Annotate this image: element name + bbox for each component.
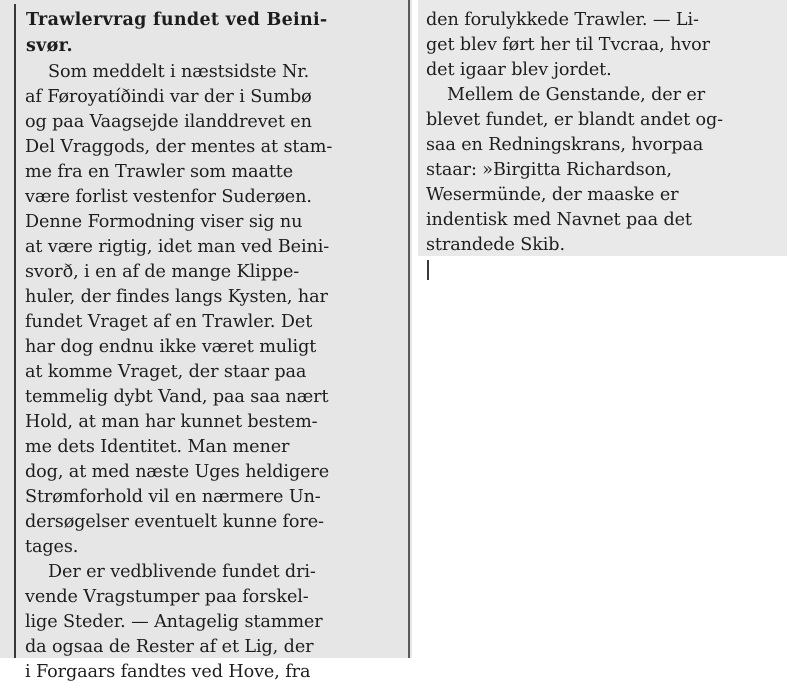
headline-line [26,36,73,57]
left-column-rule [14,4,16,658]
body-line: at komme Vraget, der staar paa [25,362,307,382]
headline-line [26,10,390,31]
body-line: være forlist vestenfor Suderøen. [25,187,312,207]
body-line: svorð, i en af de mange Klippe- [25,262,300,282]
body-line: den forulykkede Trawler. — Li- [426,10,699,30]
body-line: me fra en Trawler som maatte [25,162,294,182]
body-line: dog, at med næste Uges heldigere [25,462,330,482]
body-line: staar: »Birgitta Richardson, [426,160,672,180]
body-line: Wesermünde, der maaske er [426,185,679,205]
body-line: me dets Identitet. Man mener [25,437,290,457]
column-divider-rule [408,0,410,658]
body-line: af Føroyatíðindi var der i Sumbø [25,87,312,107]
stray-print-mark [427,260,429,280]
body-line: temmelig dybt Vand, paa saa nært [25,387,329,407]
body-line: da ogsaa de Rester af et Lig, der [25,637,314,657]
body-line: det igaar blev jordet. [426,60,612,80]
body-line: get blev ført her til Tvcraa, hvor [426,35,710,55]
body-line: at være rigtig, idet man ved Beini- [25,237,330,257]
body-line: dersøgelser eventuelt kunne fore- [25,512,324,532]
body-line: og paa Vaagsejde ilanddrevet en [25,112,312,132]
body-line: Del Vraggods, der mentes at stam- [25,137,333,157]
body-line: i Forgaars fandtes ved Hove, fra [25,662,311,682]
body-line: Strømforhold vil en nærmere Un- [25,487,321,507]
body-line: Hold, at man har kunnet bestem- [25,412,318,432]
body-line: tages. [25,537,79,557]
body-line: lige Steder. — Antagelig stammer [25,612,323,632]
body-line: saa en Redningskrans, hvorpaa [426,135,704,155]
body-line: strandede Skib. [426,235,565,255]
body-line: blevet fundet, er blandt andet og- [426,110,724,130]
headline-text: svør. [26,36,73,56]
body-line: huler, der findes langs Kysten, har [25,287,328,307]
body-line: har dog endnu ikke været muligt [25,337,317,357]
headline-text: Trawlervrag fundet ved Beini- [26,10,328,30]
body-line: indentisk med Navnet paa det [426,210,692,230]
body-line: vende Vragstumper paa forskel- [25,587,309,607]
body-line: Denne Formodning viser sig nu [25,212,303,232]
body-line: Der er vedblivende fundet dri- [48,562,316,582]
body-line: Mellem de Genstande, der er [447,85,706,105]
body-line: Som meddelt i næstsidste Nr. [48,62,310,82]
body-line: fundet Vraget af en Trawler. Det [25,312,313,332]
